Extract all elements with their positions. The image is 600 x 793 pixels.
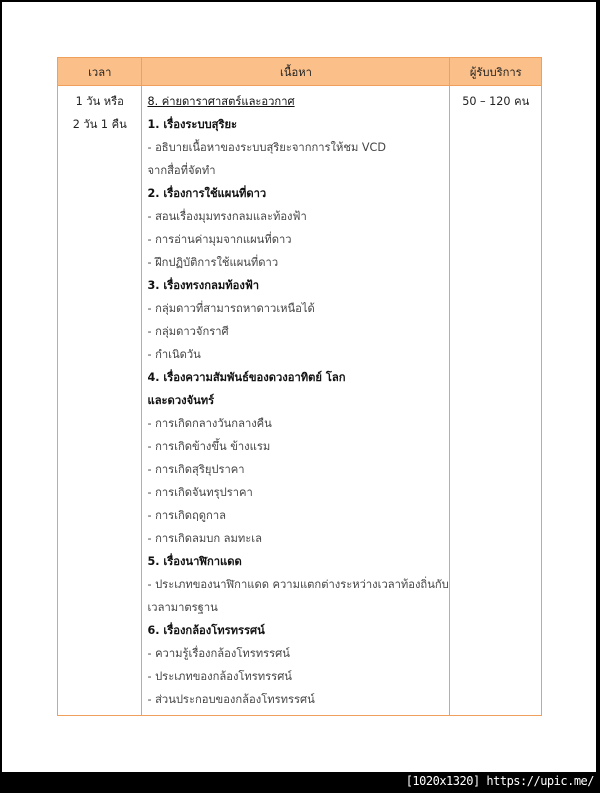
- topic-item: - อธิบายเนื้อหาของระบบสุริยะจากการให้ชม VCD: [147, 141, 386, 154]
- topic-item: - ประเภทของนาฬิกาแดด ความแตกต่างระหว่างเวลาท้องถิ่นกับ: [147, 578, 449, 591]
- topic-heading: 1. เรื่องระบบสุริยะ: [147, 118, 238, 131]
- topic-heading: และดวงจันทร์: [147, 394, 215, 407]
- topic-item: - การอ่านค่ามุมจากแผนที่ดาว: [147, 233, 292, 246]
- duration-line: 2 วัน 1 คืน: [72, 118, 127, 131]
- topic-item: - ประเภทของกล้องโทรทรรศน์: [147, 670, 292, 683]
- topic-item: - สอนเรื่องมุมทรงกลมและท้องฟ้า: [147, 210, 307, 223]
- topic-heading: 2. เรื่องการใช้แผนที่ดาว: [147, 187, 267, 200]
- topic-item: - กลุ่มดาวจักราศี: [147, 325, 229, 338]
- table-header-row: [58, 58, 542, 86]
- topic-item: จากสื่อที่จัดทำ: [147, 164, 216, 177]
- topic-heading: 4. เรื่องความสัมพันธ์ของดวงอาทิตย์ โลก: [147, 371, 346, 384]
- time-cell: [58, 86, 142, 716]
- topic-item: - กำเนิดวัน: [147, 348, 201, 361]
- topic-item: - ส่วนประกอบของกล้องโทรทรรศน์: [147, 693, 315, 706]
- header-time: เวลา: [58, 58, 142, 86]
- duration-line: 1 วัน หรือ: [75, 95, 124, 108]
- topic-heading: 6. เรื่องกล้องโทรทรรศน์: [147, 624, 265, 637]
- topic-item: เวลามาตรฐาน: [147, 601, 218, 614]
- topic-item: - การเกิดลมบก ลมทะเล: [147, 532, 262, 545]
- topic-heading: 3. เรื่องทรงกลมท้องฟ้า: [147, 279, 260, 292]
- topic-heading: 5. เรื่องนาฬิกาแดด: [147, 555, 242, 568]
- content-cell: [142, 86, 450, 716]
- header-content: เนื้อหา: [142, 58, 450, 86]
- topic-item: - การเกิดข้างขึ้น ข้างแรม: [147, 440, 271, 453]
- participants-cell: [450, 86, 542, 716]
- watermark-text: [1020x1320] https://upic.me/: [405, 774, 594, 788]
- camp-title: 8. ค่ายดาราศาสตร์และอวกาศ: [147, 95, 295, 108]
- topic-item: - การเกิดสุริยุปราคา: [147, 463, 245, 476]
- topic-item: - ฝึกปฏิบัติการใช้แผนที่ดาว: [147, 256, 279, 269]
- topic-item: - การเกิดฤดูกาล: [147, 509, 226, 522]
- topic-item: - ความรู้เรื่องกล้องโทรทรรศน์: [147, 647, 290, 660]
- participants-count: 50 – 120 คน: [462, 95, 530, 108]
- topic-item: - การเกิดกลางวันกลางคืน: [147, 417, 272, 430]
- topic-item: - กลุ่มดาวที่สามารถหาดาวเหนือได้: [147, 302, 315, 315]
- header-participants: ผู้รับบริการ: [450, 58, 542, 86]
- watermark-bar: [0, 772, 600, 793]
- schedule-table: [57, 57, 542, 716]
- table-row: [58, 86, 542, 716]
- topic-item: - การเกิดจันทรุปราคา: [147, 486, 253, 499]
- document-page: [2, 2, 596, 772]
